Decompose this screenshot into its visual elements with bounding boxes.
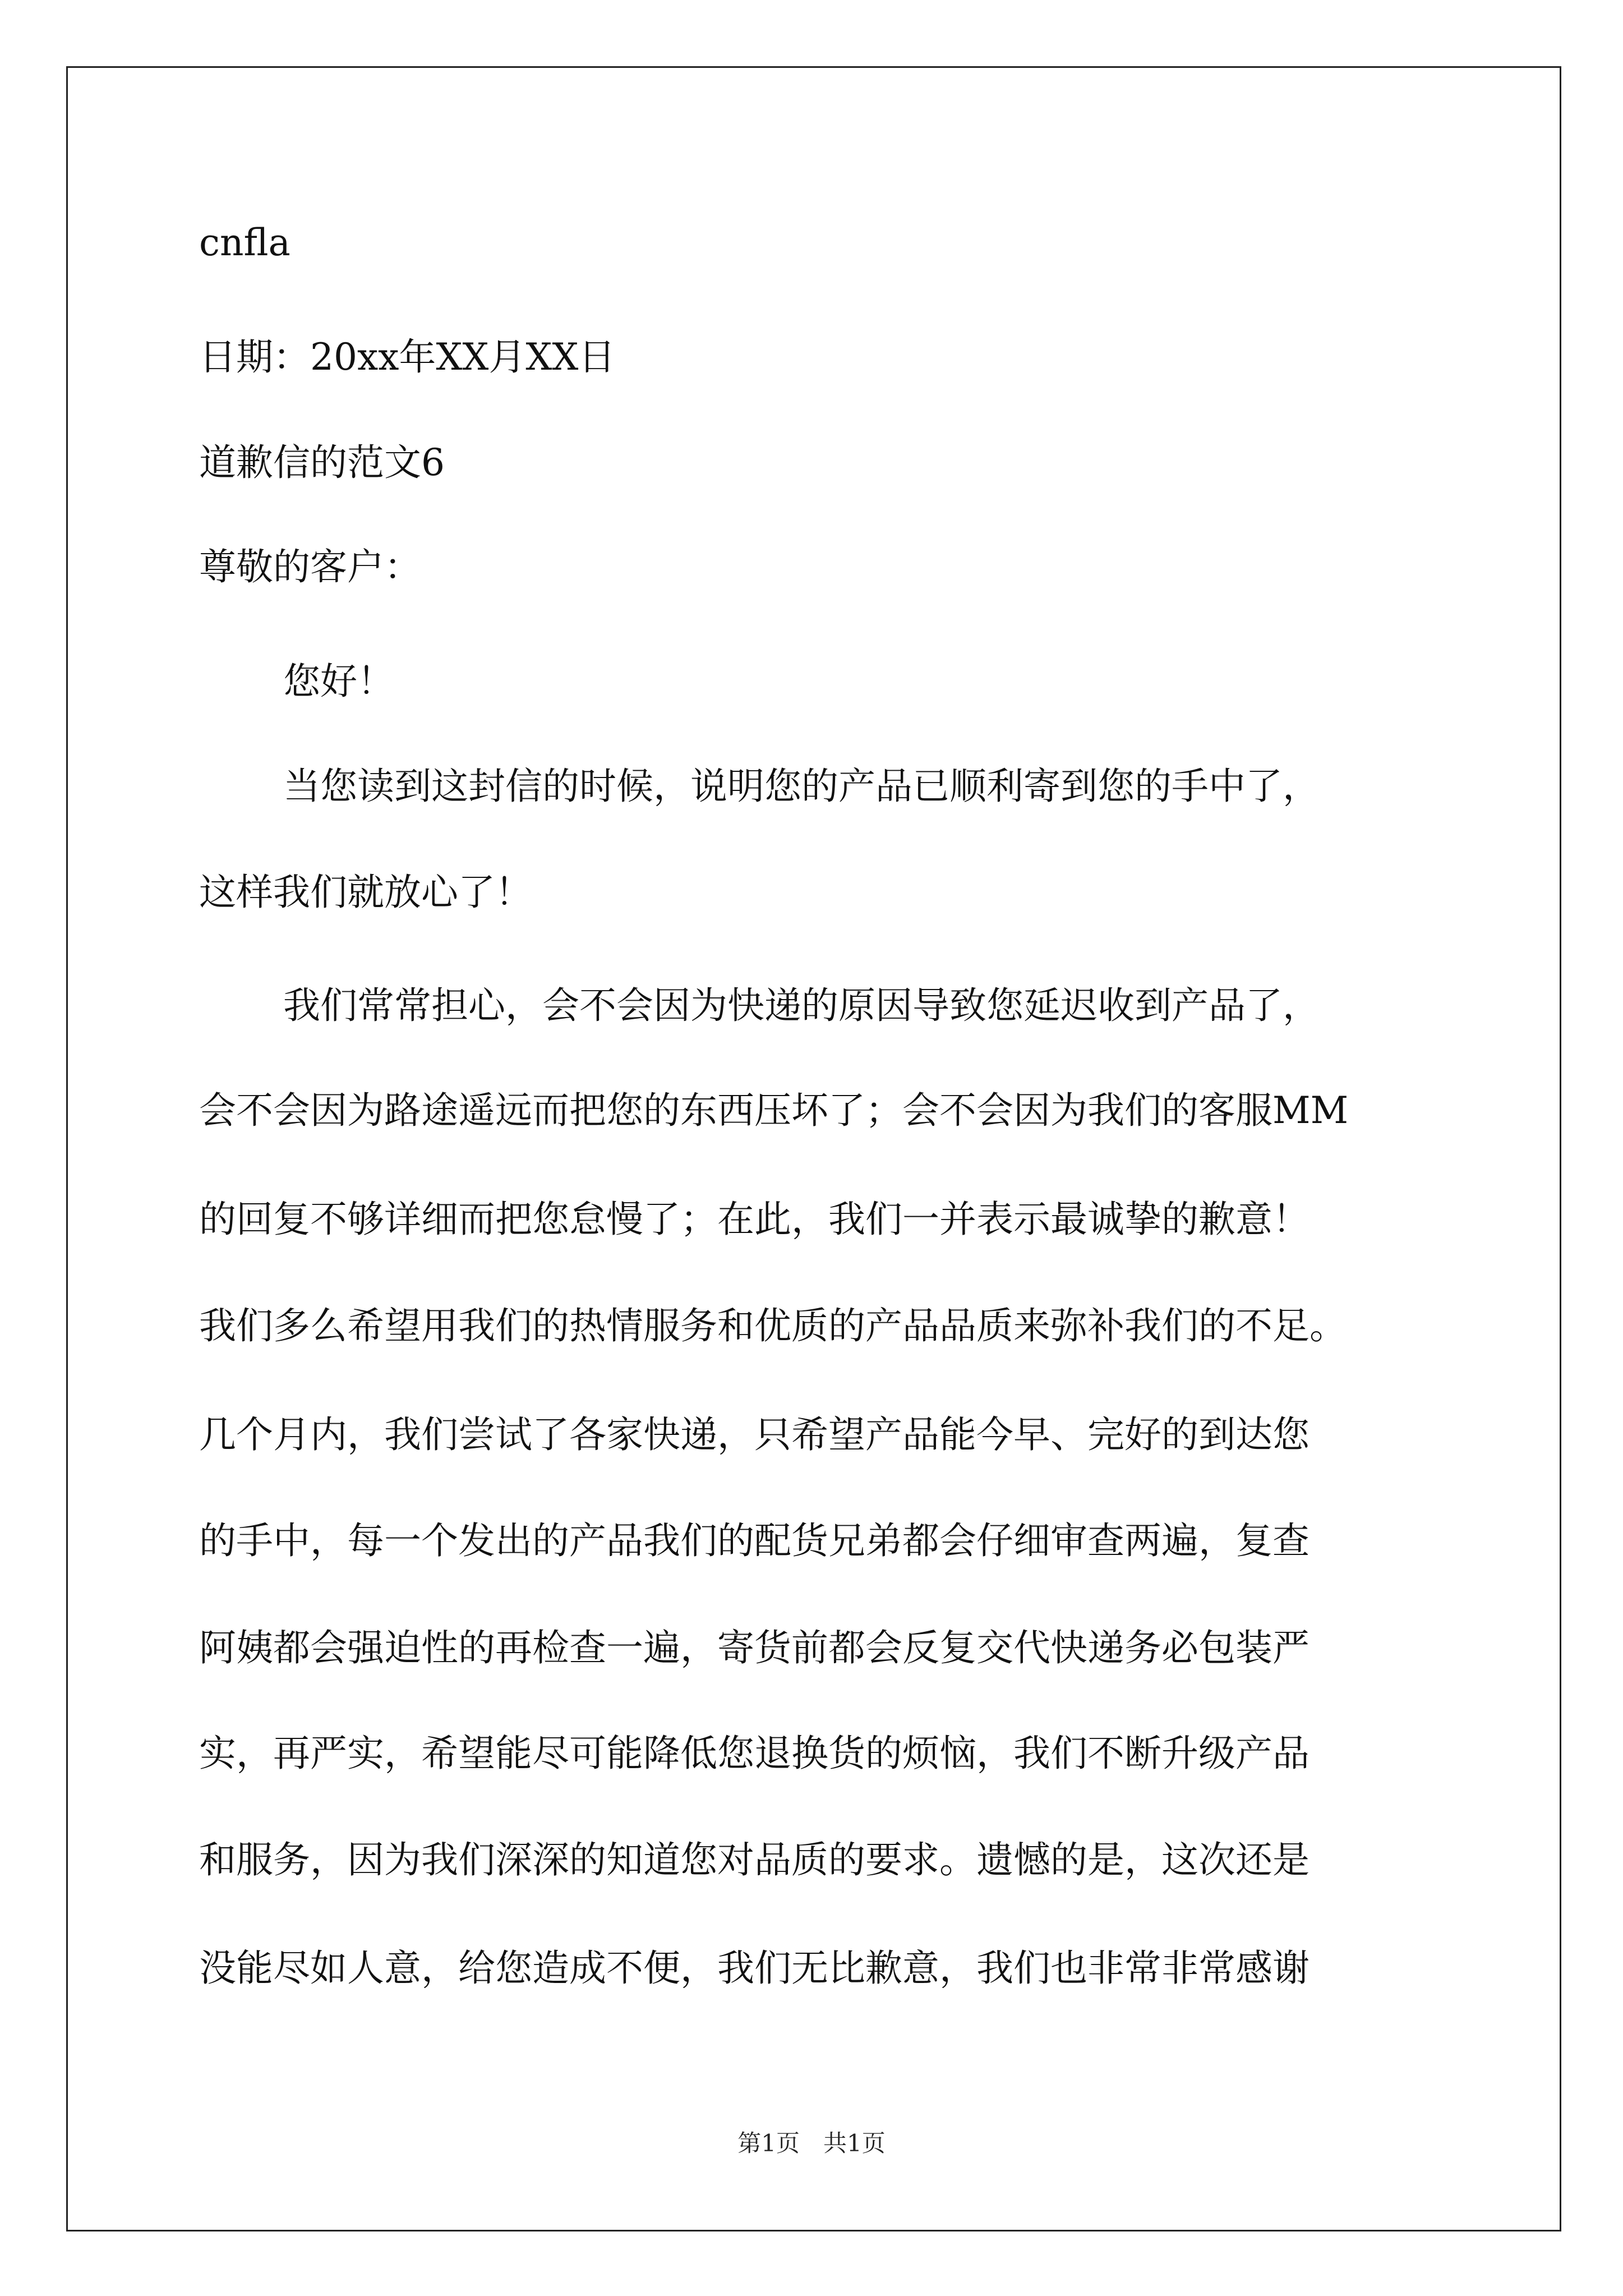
document-title: 道歉信的范文6 (199, 441, 445, 484)
body-line: 实，再严实，希望能尽可能降低您退换货的烦恼，我们不断升级产品 (199, 1732, 1310, 1775)
body-line: 当您读到这封信的时候，说明您的产品已顺利寄到您的手中了， (283, 765, 1320, 808)
body-line: 会不会因为路途遥远而把您的东西压坏了；会不会因为我们的客服MM (199, 1089, 1349, 1132)
salutation: 尊敬的客户： (199, 545, 421, 588)
body-line: 这样我们就放心了！ (199, 871, 532, 914)
body-line: 我们常常担心，会不会因为快递的原因导致您延迟收到产品了， (283, 984, 1320, 1027)
body-line: 和服务，因为我们深深的知道您对品质的要求。遗憾的是，这次还是 (199, 1838, 1310, 1881)
body-line: 阿姨都会强迫性的再检查一遍，寄货前都会反复交代快递务必包装严 (199, 1626, 1310, 1669)
body-line: 没能尽如人意，给您造成不便，我们无比歉意，我们也非常非常感谢 (199, 1947, 1310, 1990)
body-line: 我们多么希望用我们的热情服务和优质的产品品质来弥补我们的不足。 (199, 1304, 1347, 1347)
header-code: cnfla (199, 221, 291, 264)
page-border (66, 66, 1561, 2231)
body-line: 的回复不够详细而把您怠慢了；在此，我们一并表示最诚挚的歉意！ (199, 1198, 1310, 1241)
body-line: 的手中，每一个发出的产品我们的配货兄弟都会仔细审查两遍，复查 (199, 1519, 1310, 1562)
page-footer: 第1页 共1页 (737, 2129, 886, 2157)
date-line: 日期：20xx年XX月XX日 (199, 335, 616, 379)
greeting: 您好！ (283, 660, 394, 703)
body-line: 几个月内，我们尝试了各家快递，只希望产品能今早、完好的到达您 (199, 1413, 1310, 1456)
